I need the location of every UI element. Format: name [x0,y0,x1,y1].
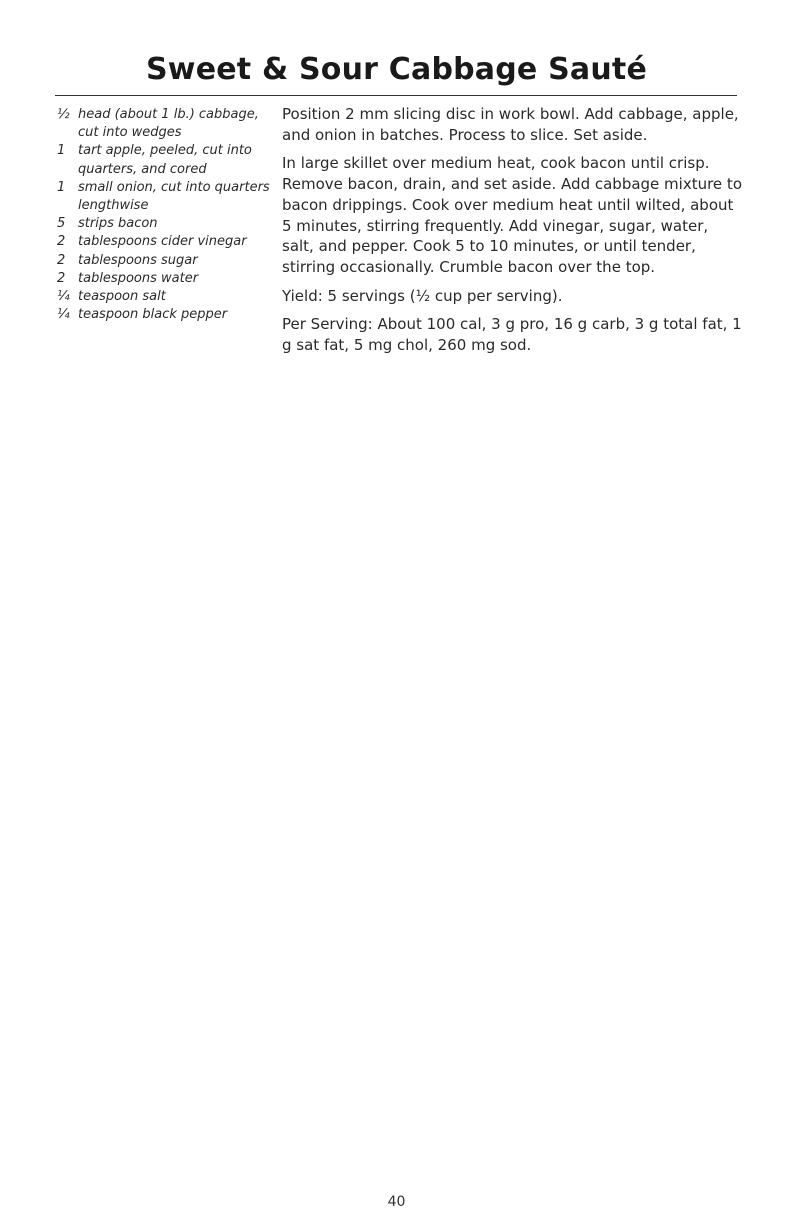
ingredient-text: tablespoons water [78,270,199,286]
ingredient-text: teaspoon black pepper [78,307,228,323]
ingredient-quantity: ½ [57,107,70,122]
ingredient-item [55,106,270,142]
method-step-1: Position 2 mm slicing disc in work bowl. Add cabbage, apple, and onion in batches. Process to slice. Set aside. [282,105,739,144]
ingredient-quantity: 2 [57,252,66,268]
ingredient-item [55,142,270,178]
ingredient-item [55,179,270,215]
ingredient-text: strips bacon [78,216,158,232]
nutrition-text: Per Serving: About 100 cal, 3 g pro, 16 g carb, 3 g total fat, 1 g sat fat, 5 mg chol, 260 mg sod. [282,315,742,355]
ingredient-quantity: 2 [57,270,66,286]
ingredient-text: tablespoons sugar [78,252,198,268]
ingredient-list [55,106,270,324]
recipe-title: Sweet & Sour Cabbage Sauté [145,52,648,87]
ingredient-quantity: ¼ [57,289,70,305]
yield-text: Yield: 5 servings (½ cup per serving). [282,286,563,305]
ingredient-text: head (about 1 lb.) cabbage, cut into wedges [78,107,259,141]
ingredient-quantity: 1 [57,143,66,159]
page-number: 40 [387,1194,406,1210]
method-section [282,104,742,364]
ingredient-text: tablespoons cider vinegar [78,234,247,250]
ingredient-quantity: ¼ [57,307,70,323]
ingredient-quantity: 5 [57,216,66,232]
ingredient-text: tart apple, peeled, cut into quarters, and cored [78,143,252,177]
title-divider [55,95,737,96]
ingredient-item [55,270,270,288]
ingredient-item [55,215,270,233]
ingredient-item [55,306,270,324]
ingredient-item [55,252,270,270]
ingredient-text: teaspoon salt [78,289,166,305]
ingredient-text: small onion, cut into quarters lengthwise [78,179,270,214]
method-step-2: In large skillet over medium heat, cook bacon until crisp. Remove bacon, drain, and set aside. Add cabbage mixture to bacon drippings. Cook over medium heat until wilted, about 5 minutes, stirring frequently. Add vinegar, sugar, water, salt, and pepper. Cook 5 to 10 minutes, or until tender, stirring occasionally. Crumble bacon over the top. [282,154,742,276]
ingredient-quantity: 1 [57,179,66,195]
ingredient-item [55,233,270,251]
ingredient-quantity: 2 [57,234,66,250]
ingredient-item [55,288,270,306]
